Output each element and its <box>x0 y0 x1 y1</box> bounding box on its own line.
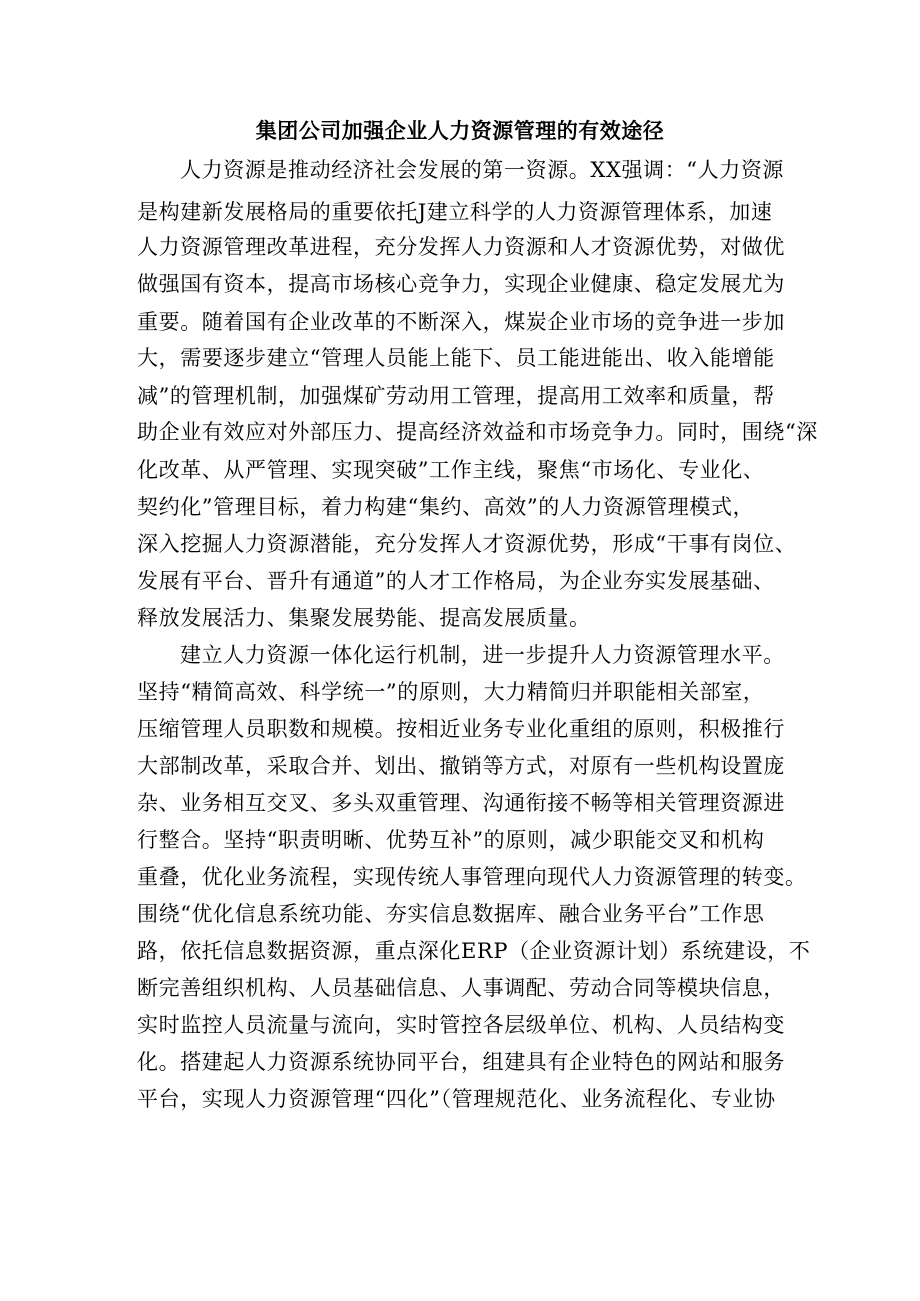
text-line: 是构建新发展格局的重要依托J建立科学的人力资源管理体系，加速 <box>137 200 773 224</box>
text-line: 压缩管理人员职数和规模。按相近业务专业化重组的原则，积极推行 <box>137 717 785 741</box>
text-line: 断完善组织机构、人员基础信息、人事调配、劳动合同等模块信息， <box>137 976 785 1000</box>
text-line: 坚持“精简高效、科学统一”的原则，大力精简归并职能相关部室， <box>137 680 765 704</box>
text-line: 助企业有效应对外部压力、提高经济效益和市场竞争力。同时，围绕“深 <box>137 420 818 444</box>
text-line: 杂、业务相互交叉、多头双重管理、沟通衔接不畅等相关管理资源进 <box>137 791 785 815</box>
text-line: 重要。随着国有企业改革的不断深入，煤炭企业市场的竞争进一步加 <box>137 310 785 334</box>
text-line: 建立人力资源一体化运行机制，进一步提升人力资源管理水平。 <box>180 643 785 667</box>
text-line: 平台，实现人力资源管理“四化”（管理规范化、业务流程化、专业协 <box>137 1087 776 1111</box>
text-line: 做强国有资本，提高市场核心竞争力，实现企业健康、稳定发展尤为 <box>137 272 785 296</box>
text-line: 深入挖掘人力资源潜能，充分发挥人才资源优势，形成“干事有岗位、 <box>137 532 797 556</box>
text-line: 路，依托信息数据资源，重点深化ERP（企业资源计划）系统建设，不 <box>137 939 811 963</box>
text-line: 大部制改革，采取合并、划出、撤销等方式，对原有一些机构设置庞 <box>137 754 785 778</box>
text-line: 重叠，优化业务流程，实现传统人事管理向现代人力资源管理的转变。 <box>137 865 807 889</box>
text-line: 契约化”管理目标，着力构建“集约、高效”的人力资源管理模式， <box>137 495 755 519</box>
text-line: 化改革、从严管理、实现突破”工作主线，聚焦“市场化、专业化、 <box>137 458 765 482</box>
text-line: 大，需要逐步建立“管理人员能上能下、员工能进能出、收入能增能 <box>137 346 775 370</box>
text-line: 人力资源管理改革进程，充分发挥人力资源和人才资源优势，对做优 <box>137 235 785 259</box>
page-title: 集团公司加强企业人力资源管理的有效途径 <box>255 119 665 143</box>
text-line: 人力资源是推动经济社会发展的第一资源。XX强调：“人力资源 <box>180 158 785 182</box>
text-line: 释放发展活力、集聚发展势能、提高发展质量。 <box>137 606 591 630</box>
text-line: 围绕“优化信息系统功能、夯实信息数据库、融合业务平台”工作思 <box>137 902 765 926</box>
text-line: 化。搭建起人力资源系统协同平台，组建具有企业特色的网站和服务 <box>137 1050 785 1074</box>
text-line: 行整合。坚持“职责明晰、优势互补”的原则，减少职能交叉和机构 <box>137 828 765 852</box>
text-line: 实时监控人员流量与流向，实时管控各层级单位、机构、人员结构变 <box>137 1013 785 1037</box>
text-line: 发展有平台、晋升有通道”的人才工作格局，为企业夯实发展基础、 <box>137 569 775 593</box>
text-line: 减”的管理机制，加强煤矿劳动用工管理，提高用工效率和质量，帮 <box>137 384 775 408</box>
